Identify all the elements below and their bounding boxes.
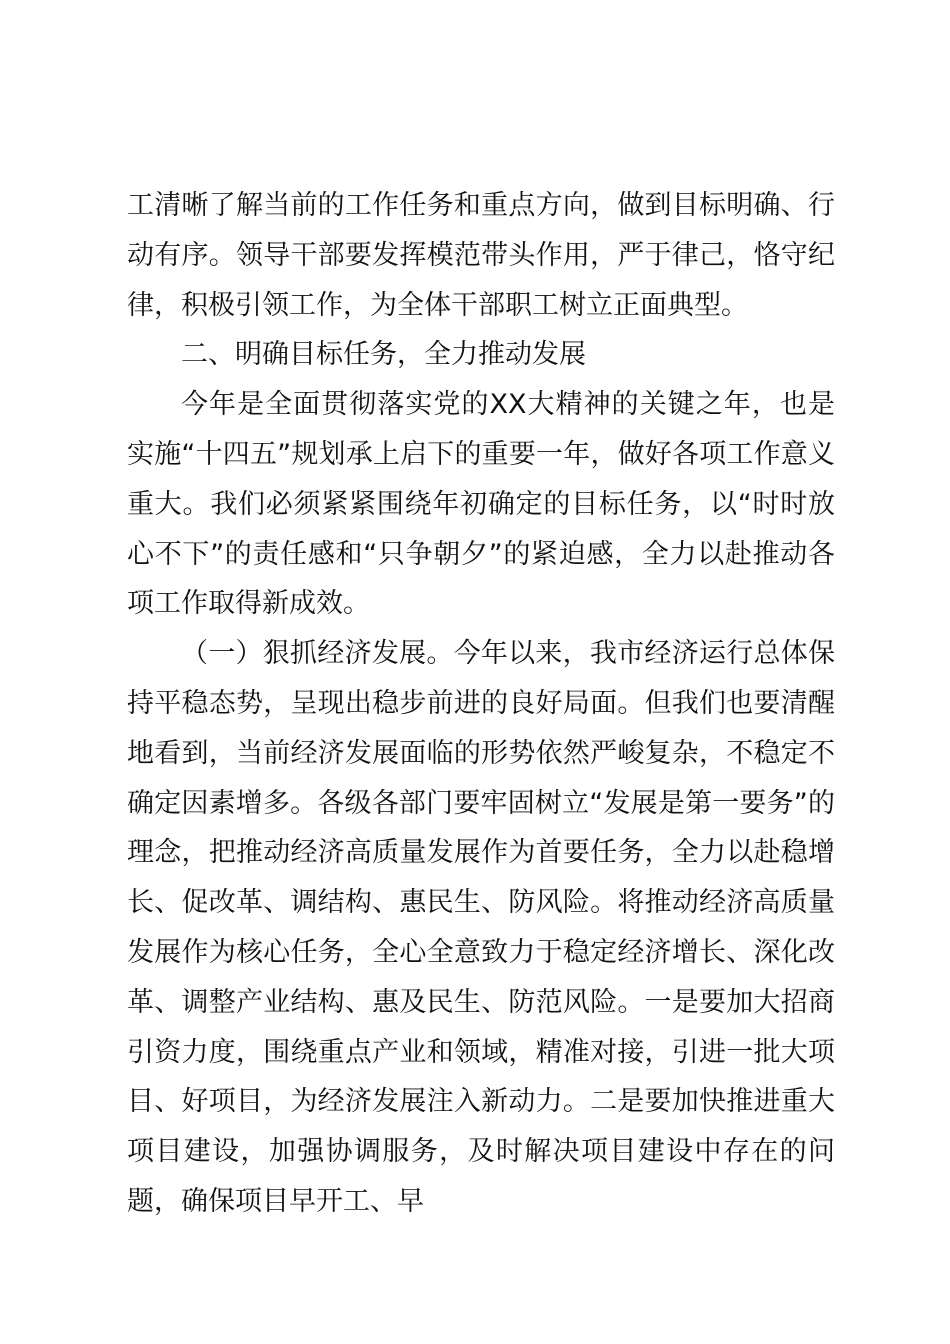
paragraph-continuation: 工清晰了解当前的工作任务和重点方向，做到目标明确、行动有序。领导干部要发挥模范带头作用，严于律己，恪守纪律，积极引领工作，为全体干部职工树立正面典型。 xyxy=(127,190,835,321)
section-heading: 二、明确目标任务，全力推动发展 xyxy=(181,339,586,371)
document-body xyxy=(127,181,835,1227)
paragraph-this-year: 今年是全面贯彻落实党的XX大精神的关键之年，也是实施“十四五”规划承上启下的重要一年，做好各项工作意义重大。我们必须紧紧围绕年初确定的目标任务，以“时时放心不下”的责任感和“只争朝夕”的紧迫感，全力以赴推动各项工作取得新成效。 xyxy=(127,389,835,620)
paragraph-economy: （一）狠抓经济发展。今年以来，我市经济运行总体保持平稳态势，呈现出稳步前进的良好局面。但我们也要清醒地看到，当前经济发展面临的形势依然严峻复杂，不稳定不确定因素增多。各级各部门要牢固树立“发展是第一要务”的理念，把推动经济高质量发展作为首要任务，全力以赴稳增长、促改革、调结构、惠民生、防风险。将推动经济高质量发展作为核心任务，全心全意致力于稳定经济增长、深化改革、调整产业结构、惠及民生、防范风险。一是要加大招商引资力度，围绕重点产业和领域，精准对接，引进一批大项目、好项目，为经济发展注入新动力。二是要加快推进重大项目建设，加强协调服务，及时解决项目建设中存在的问题，确保项目早开工、早 xyxy=(127,638,835,1217)
